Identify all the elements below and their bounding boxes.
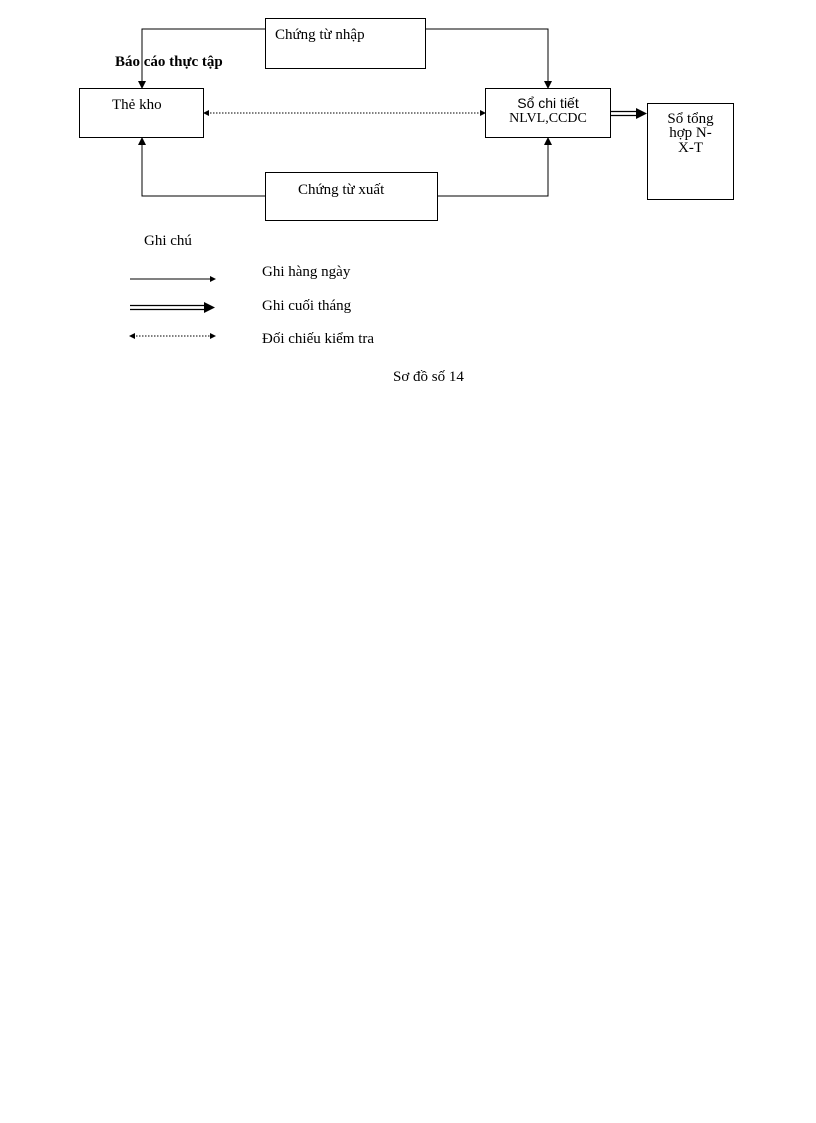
node-so-tong-hop-line2: hợp N- <box>669 125 712 142</box>
edge-so-chi-tiet-to-tong-hop <box>611 108 647 119</box>
node-so-tong-hop-line3: X-T <box>678 139 703 156</box>
node-so-chi-tiet <box>485 88 611 138</box>
node-so-chi-tiet-line2: NLVL,CCDC <box>509 111 587 126</box>
node-chung-tu-xuat <box>265 172 438 221</box>
page-header-title: Báo cáo thực tập <box>115 54 223 70</box>
node-so-tong-hop <box>647 103 734 200</box>
legend-title: Ghi chú <box>144 233 192 249</box>
node-chung-tu-xuat-label: Chứng từ xuất <box>298 182 385 198</box>
node-so-tong-hop-line1: Sổ tổng <box>667 111 714 127</box>
diagram-caption: Sơ đồ số 14 <box>393 369 464 385</box>
legend-item-label: Đối chiếu kiểm tra <box>262 331 375 347</box>
edge-xuat-to-the-kho <box>142 138 265 196</box>
node-the-kho-label: Thẻ kho <box>112 97 162 113</box>
node-chung-tu-nhap-label: Chứng từ nhập <box>275 27 365 43</box>
legend-double-arrow-icon <box>130 302 215 313</box>
legend-item-label: Ghi hàng ngày <box>262 264 351 280</box>
edge-nhap-to-so-chi-tiet <box>426 29 548 88</box>
node-so-chi-tiet-line1: Sổ chi tiết <box>517 95 579 111</box>
edge-xuat-to-so-chi-tiet <box>438 138 548 196</box>
node-the-kho <box>79 88 204 138</box>
node-chung-tu-nhap <box>265 18 426 69</box>
legend-item-label: Ghi cuối tháng <box>262 298 352 314</box>
